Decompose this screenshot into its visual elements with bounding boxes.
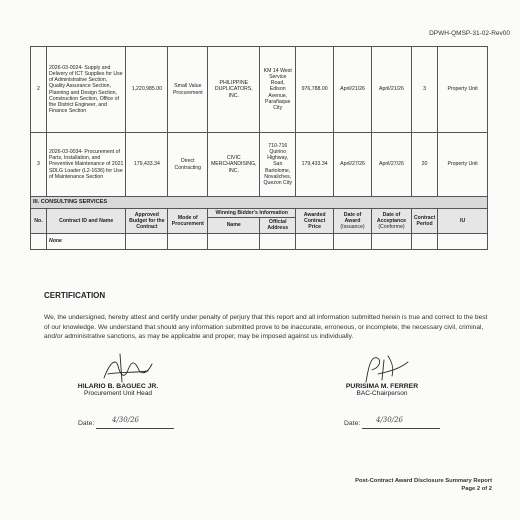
col-contract: Contract ID and Name [46,209,125,234]
implementing-unit: Property Unit [438,133,488,197]
bidder-name: PHILIPPINE DUPLICATORS, INC. [208,47,260,133]
table-row-none [31,233,488,249]
contract-period: 3 [411,47,437,133]
date-of-acceptance: April/27/26 [371,133,411,197]
mode-of-procurement: Small Value Procurement [168,47,208,133]
empty-cell [126,233,168,249]
signature-1-mark [98,352,158,386]
col-winning-bidder: Winning Bidder's Information [208,209,296,218]
signatory-1-date-label: Date: [78,420,95,427]
mode-of-procurement: Direct Contracting [168,133,208,197]
col-price: Awarded Contract Price [296,209,334,234]
empty-cell [208,233,260,249]
col-period: Contract Period [411,209,437,234]
awarded-price: 179,433.34 [296,133,334,197]
col-iu: IU [438,209,488,234]
none-cell: None [46,233,125,249]
certification-title: CERTIFICATION [44,291,106,300]
empty-cell [260,233,296,249]
contract-id-name: 2026-03-0034- Procurement of Parts, Installation, and Preventive Maintenance of 2021 SDLG Loader (L2-1636) for Use of Maintenance Section [46,133,125,197]
date-of-award: April/21/26 [334,47,372,133]
col-name: Name [208,218,260,233]
empty-cell [334,233,372,249]
signatory-2-date-label: Date: [344,420,361,427]
signatory-2 [322,383,442,397]
empty-cell [411,233,437,249]
signatory-2-role: BAC-Chairperson [356,390,408,397]
signatory-2-name: PURISIMA M. FERRER [345,383,419,390]
signatory-2-date-handwritten: 4/30/26 [376,416,403,424]
document-code: DPWH-QMSP-31-02-Rev00 [429,30,510,37]
col-accept-label: Date of Acceptance [376,211,406,224]
col-accept [371,209,411,234]
col-address: Official Address [260,218,296,233]
consulting-section-header [31,197,488,209]
approved-budget: 179,433.34 [126,133,168,197]
row-no: 2 [31,47,47,133]
col-accept-sub: (Conforme) [378,223,405,230]
certification-body: We, the undersigned, hereby attest and certify under penalty of perjury that this report and all information submitted herein is true and correct to the best of our knowledge. We understand that should any information submitted prove to be inaccurate, erroneous, or incomplete, the necessary civil, criminal, and/or administrative sanctions, as may be applicable and proper, may be imposed against us individually. [44,314,488,341]
signatory-1-role: Procurement Unit Head [84,390,152,397]
signatory-2-date-line [362,428,440,429]
bidder-address: KM 14 West Service Road, Edison Avenue, Parañaque City [260,47,296,133]
empty-cell [438,233,488,249]
bidder-address: 710-716 Quirino Highway, San Bartolome, Novaliches, Quezon City [260,133,296,197]
table-row-goods-2 [31,47,488,133]
report-footer [355,478,492,493]
empty-cell [296,233,334,249]
section-title: III. CONSULTING SERVICES [31,197,488,209]
signature-2-mark [358,352,414,386]
contract-id-name: 2026-03-0024- Supply and Delivery of ICT Supplies for Use of Administrative Section, Quality Assurance Section, Planning and Design Section, Construction Section, Office of the District Engineer, and Finance Section [46,47,125,133]
contract-period: 20 [411,133,437,197]
col-award-sub: (Issuance) [340,223,365,230]
signatory-1-name: HILARIO B. BAGUEC JR. [77,383,159,390]
awarded-price: 976,788.00 [296,47,334,133]
implementing-unit: Property Unit [438,47,488,133]
date-of-award: April/27/26 [334,133,372,197]
empty-cell [31,233,47,249]
col-award-label: Date of Award [343,211,362,224]
disclosure-table [30,46,488,250]
empty-cell [371,233,411,249]
col-budget: Approved Budget for the Contract [126,209,168,234]
date-of-acceptance: April/21/26 [371,47,411,133]
signatory-1 [58,383,178,397]
bidder-name: CIVIC MERCHANDISING, INC. [208,133,260,197]
table-row-goods-3 [31,133,488,197]
empty-cell [168,233,208,249]
column-header-row [31,209,488,218]
footer-title: Post-Contract Award Disclosure Summary Report [355,478,492,484]
page-number: Page 2 of 2 [461,485,492,492]
approved-budget: 1,220,985.00 [126,47,168,133]
col-award [334,209,372,234]
col-no: No. [31,209,47,234]
col-mode: Mode of Procurement [168,209,208,234]
signatory-1-date-line [96,428,174,429]
row-no: 3 [31,133,47,197]
signatory-1-date-handwritten: 4/30/26 [112,416,139,424]
